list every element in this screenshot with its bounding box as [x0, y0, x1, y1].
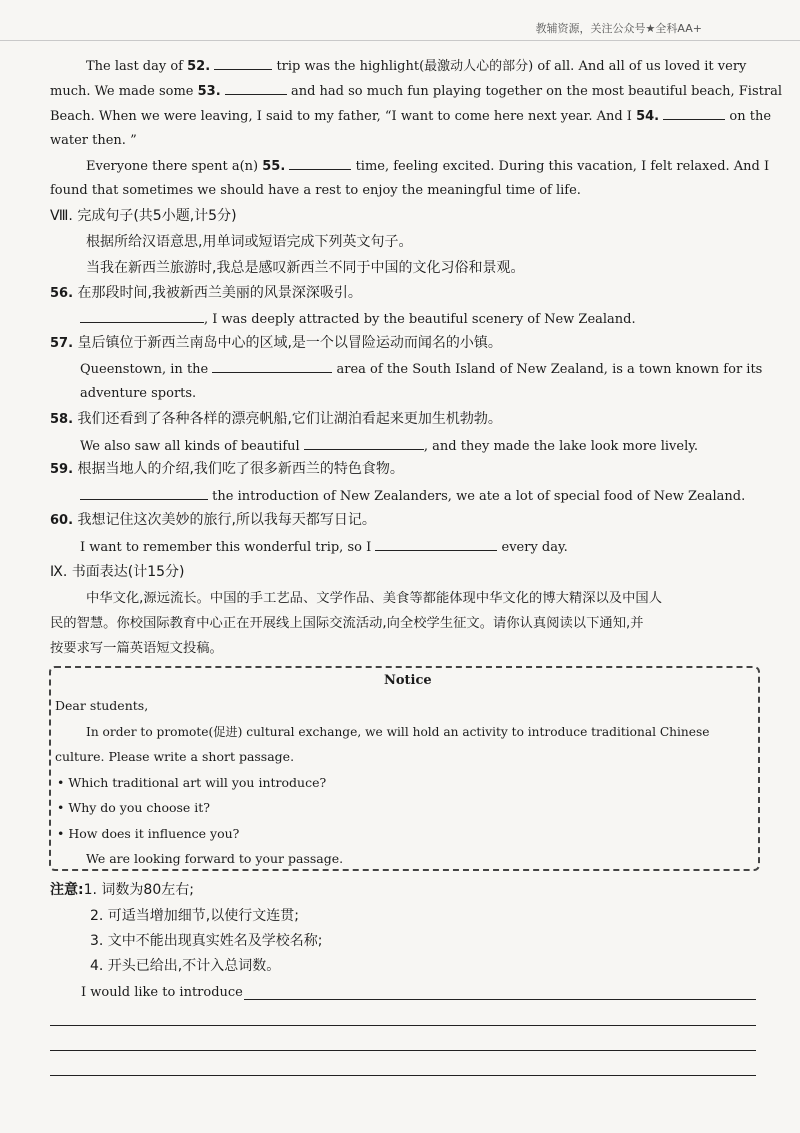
passage-line-3: Beach. When we were leaving, I said to my father, “I want to come here next year. And I 54. on the [50, 109, 772, 124]
writing-line-1[interactable] [244, 999, 756, 1000]
passage-line-4: water then. ” [50, 133, 137, 148]
notes-row-4: 4. 开头已给出,不计入总词数。 [90, 958, 281, 974]
passage-line-6: found that sometimes we should have a rest to enjoy the meaningful time of life. [50, 183, 581, 198]
item-57-en-line2: adventure sports. [80, 386, 197, 401]
section-8-instruction: 根据所给汉语意思,用单词或短语完成下列英文句子。 [86, 234, 413, 250]
notice-body-2: culture. Please write a short passage. [55, 749, 295, 764]
question-53: 53. [197, 84, 221, 99]
question-55: 55. [262, 159, 286, 174]
section-9-intro-1: 中华文化,源远流长。中国的手工艺品、文学作品、美食等都能体现中华文化的博大精深以及中国人 [86, 591, 662, 606]
blank-58[interactable] [304, 437, 424, 450]
notice-closing: We are looking forward to your passage. [86, 851, 344, 866]
item-57-en: Queenstown, in the area of the South Island of New Zealand, is a town known for its [80, 362, 763, 377]
blank-60[interactable] [375, 538, 497, 551]
section-9-intro-2: 民的智慧。你校国际教育中心正在开展线上国际交流活动,向全校学生征文。请你认真阅读以下通知,并 [50, 616, 644, 631]
notice-greeting: Dear students, [55, 698, 149, 713]
notes-row-3: 3. 文中不能出现真实姓名及学校名称; [90, 933, 323, 949]
blank-59[interactable] [80, 487, 208, 500]
item-60-cn: 60. 我想记住这次美妙的旅行,所以我每天都写日记。 [50, 512, 376, 528]
notice-body-1: In order to promote(促进) cultural exchange, we will hold an activity to introduce traditional Chinese [86, 725, 710, 739]
notice-bullet-1: • Which traditional art will you introduce? [57, 775, 327, 790]
item-59-en: the introduction of New Zealanders, we ate a lot of special food of New Zealand. [80, 487, 745, 506]
section-8-context: 当我在新西兰旅游时,我总是感叹新西兰不同于中国的文化习俗和景观。 [86, 260, 525, 276]
item-60-en: I want to remember this wonderful trip, so I every day. [80, 540, 568, 555]
item-56-cn: 56. 在那段时间,我被新西兰美丽的风景深深吸引。 [50, 285, 362, 301]
section-9-title: Ⅸ. 书面表达(计15分) [50, 564, 185, 580]
item-56-en: , I was deeply attracted by the beautiful scenery of New Zealand. [80, 310, 636, 329]
blank-56[interactable] [80, 310, 204, 323]
item-57-cn: 57. 皇后镇位于新西兰南岛中心的区域,是一个以冒险运动而闻名的小镇。 [50, 335, 502, 351]
passage-line-5: Everyone there spent a(n) 55. time, feeling excited. During this vacation, I felt relaxed. And I [86, 159, 770, 174]
question-52: 52. [187, 59, 211, 74]
header-text: 教辅资源，关注公众号★全科AA+ [535, 22, 702, 35]
writing-line-2[interactable] [50, 1025, 756, 1026]
item-58-en: We also saw all kinds of beautiful , and they made the lake look more lively. [80, 439, 699, 454]
header-rule [0, 40, 800, 41]
writing-line-3[interactable] [50, 1050, 756, 1051]
item-59-cn: 59. 根据当地人的介绍,我们吃了很多新西兰的特色食物。 [50, 461, 404, 477]
blank-57[interactable] [212, 360, 332, 373]
question-54: 54. [636, 109, 660, 124]
notice-bullet-3: • How does it influence you? [57, 826, 240, 841]
notes-row-2: 2. 可适当增加细节,以使行文连贯; [90, 908, 299, 924]
notice-title: Notice [384, 673, 432, 688]
notes-label: 注意: [50, 882, 84, 898]
blank-52[interactable] [214, 57, 272, 70]
blank-54[interactable] [663, 107, 725, 120]
passage-line-1: The last day of 52. trip was the highlight(最激动人心的部分) of all. And all of us loved it very [86, 59, 747, 74]
passage-line-2: much. We made some 53. and had so much fun playing together on the most beautiful beach, Fistral [50, 84, 782, 99]
writing-starter: I would like to introduce [81, 985, 243, 1000]
blank-55[interactable] [289, 157, 351, 170]
section-9-intro-3: 按要求写一篇英语短文投稿。 [50, 641, 223, 656]
blank-53[interactable] [225, 82, 287, 95]
notes-row-1: 注意:1. 词数为80左右; [50, 882, 194, 898]
writing-line-4[interactable] [50, 1075, 756, 1076]
notice-bullet-2: • Why do you choose it? [57, 800, 211, 815]
item-58-cn: 58. 我们还看到了各种各样的漂亮帆船,它们让湖泊看起来更加生机勃勃。 [50, 411, 502, 427]
section-8-title: Ⅷ. 完成句子(共5小题,计5分) [50, 208, 237, 224]
